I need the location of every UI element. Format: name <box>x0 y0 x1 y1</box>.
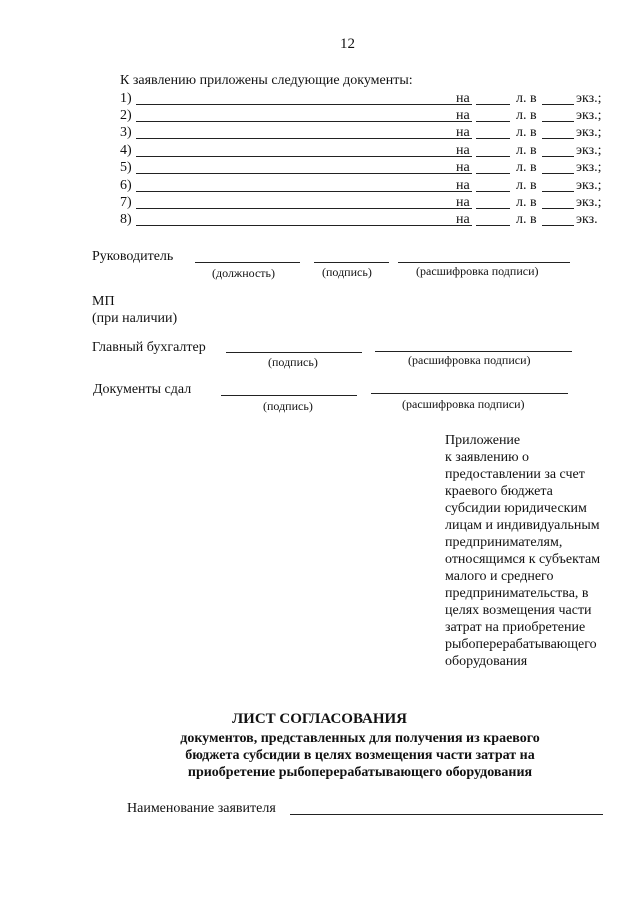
head-signature-field[interactable] <box>314 262 389 263</box>
row-number: 8) <box>120 212 132 227</box>
stamp-note: (при наличии) <box>92 311 178 326</box>
sheets-label: л. в <box>516 178 537 193</box>
sheets-field[interactable] <box>476 191 510 192</box>
on-label: на <box>456 160 470 175</box>
document-name-field[interactable] <box>136 173 472 174</box>
sheets-label: л. в <box>516 160 537 175</box>
copies-field[interactable] <box>542 173 574 174</box>
row-number: 7) <box>120 195 132 210</box>
subtitle-line: бюджета субсидии в целях возмещения части затрат на <box>185 748 535 763</box>
sheets-label: л. в <box>516 91 537 106</box>
sheets-label: л. в <box>516 125 537 140</box>
sheets-field[interactable] <box>476 104 510 105</box>
sheets-label: л. в <box>516 212 537 227</box>
copies-field[interactable] <box>542 208 574 209</box>
submitted-signature-field[interactable] <box>221 395 357 396</box>
copies-field[interactable] <box>542 156 574 157</box>
sheets-label: л. в <box>516 195 537 210</box>
decoding-caption: (расшифровка подписи) <box>416 264 539 278</box>
row-number: 5) <box>120 160 132 175</box>
row-number: 6) <box>120 178 132 193</box>
document-name-field[interactable] <box>136 191 472 192</box>
signature-caption: (подпись) <box>322 265 372 279</box>
document-name-field[interactable] <box>136 208 472 209</box>
accountant-label: Главный бухгалтер <box>92 340 206 355</box>
stamp-label: МП <box>92 294 115 309</box>
submitted-signature-caption: (подпись) <box>263 399 313 413</box>
submitted-label: Документы сдал <box>93 382 192 397</box>
appendix-line: предпринимательства, в <box>445 586 589 601</box>
approval-sheet-title: ЛИСТ СОГЛАСОВАНИЯ <box>231 711 408 727</box>
appendix-line: субсидии юридическим <box>445 501 587 516</box>
appendix-line: Приложение <box>445 433 521 448</box>
head-decoding-field[interactable] <box>398 262 570 263</box>
appendix-line: краевого бюджета <box>445 484 553 499</box>
appendix-line: малого и среднего <box>445 569 554 584</box>
copies-label: экз.; <box>576 125 602 140</box>
copies-field[interactable] <box>542 121 574 122</box>
head-label: Руководитель <box>92 249 174 264</box>
row-number: 3) <box>120 125 132 140</box>
on-label: на <box>456 143 470 158</box>
appendix-line: относящимся к субъектам <box>445 552 601 567</box>
document-name-field[interactable] <box>136 156 472 157</box>
on-label: на <box>456 125 470 140</box>
applicant-label: Наименование заявителя <box>127 801 276 816</box>
sheets-label: л. в <box>516 108 537 123</box>
copies-label: экз.; <box>576 143 602 158</box>
appendix-note <box>445 432 620 670</box>
appendix-line: оборудования <box>445 654 528 669</box>
on-label: на <box>456 178 470 193</box>
appendix-line: целях возмещения части <box>445 603 592 618</box>
sheets-field[interactable] <box>476 138 510 139</box>
subtitle-line: документов, представленных для получения из краевого <box>180 731 540 746</box>
accountant-signature-field[interactable] <box>226 352 362 353</box>
copies-label: экз.; <box>576 160 602 175</box>
copies-label: экз.; <box>576 108 602 123</box>
copies-field[interactable] <box>542 225 574 226</box>
approval-sheet-subtitle <box>100 730 620 781</box>
submitted-decoding-field[interactable] <box>371 393 568 394</box>
sheets-field[interactable] <box>476 156 510 157</box>
page-number: 12 <box>340 36 355 52</box>
applicant-name-field[interactable] <box>290 814 603 815</box>
submitted-decoding-caption: (расшифровка подписи) <box>402 397 525 411</box>
appendix-line: рыбоперерабатывающего <box>445 637 597 652</box>
copies-field[interactable] <box>542 104 574 105</box>
document-name-field[interactable] <box>136 138 472 139</box>
copies-label: экз. <box>576 212 598 227</box>
row-number: 4) <box>120 143 132 158</box>
copies-label: экз.; <box>576 178 602 193</box>
subtitle-line: приобретение рыбоперерабатывающего оборудования <box>187 765 533 780</box>
sheets-field[interactable] <box>476 121 510 122</box>
appendix-line: затрат на приобретение <box>445 620 586 635</box>
copies-field[interactable] <box>542 191 574 192</box>
copies-label: экз.; <box>576 195 602 210</box>
on-label: на <box>456 108 470 123</box>
on-label: на <box>456 91 470 106</box>
appendix-line: предоставлении за счет <box>445 467 585 482</box>
position-caption: (должность) <box>212 266 275 280</box>
on-label: на <box>456 195 470 210</box>
copies-field[interactable] <box>542 138 574 139</box>
sheets-field[interactable] <box>476 208 510 209</box>
sheets-field[interactable] <box>476 225 510 226</box>
document-name-field[interactable] <box>136 225 472 226</box>
appendix-line: предпринимателям, <box>445 535 563 550</box>
sheets-field[interactable] <box>476 173 510 174</box>
attachments-heading: К заявлению приложены следующие документы: <box>120 73 413 88</box>
row-number: 1) <box>120 91 132 106</box>
row-number: 2) <box>120 108 132 123</box>
accountant-signature-caption: (подпись) <box>268 355 318 369</box>
accountant-decoding-field[interactable] <box>375 351 572 352</box>
document-name-field[interactable] <box>136 104 472 105</box>
appendix-line: лицам и индивидуальным <box>445 518 600 533</box>
appendix-line: к заявлению о <box>445 450 530 465</box>
head-position-field[interactable] <box>195 262 300 263</box>
sheets-label: л. в <box>516 143 537 158</box>
copies-label: экз.; <box>576 91 602 106</box>
on-label: на <box>456 212 470 227</box>
document-name-field[interactable] <box>136 121 472 122</box>
accountant-decoding-caption: (расшифровка подписи) <box>408 353 531 367</box>
